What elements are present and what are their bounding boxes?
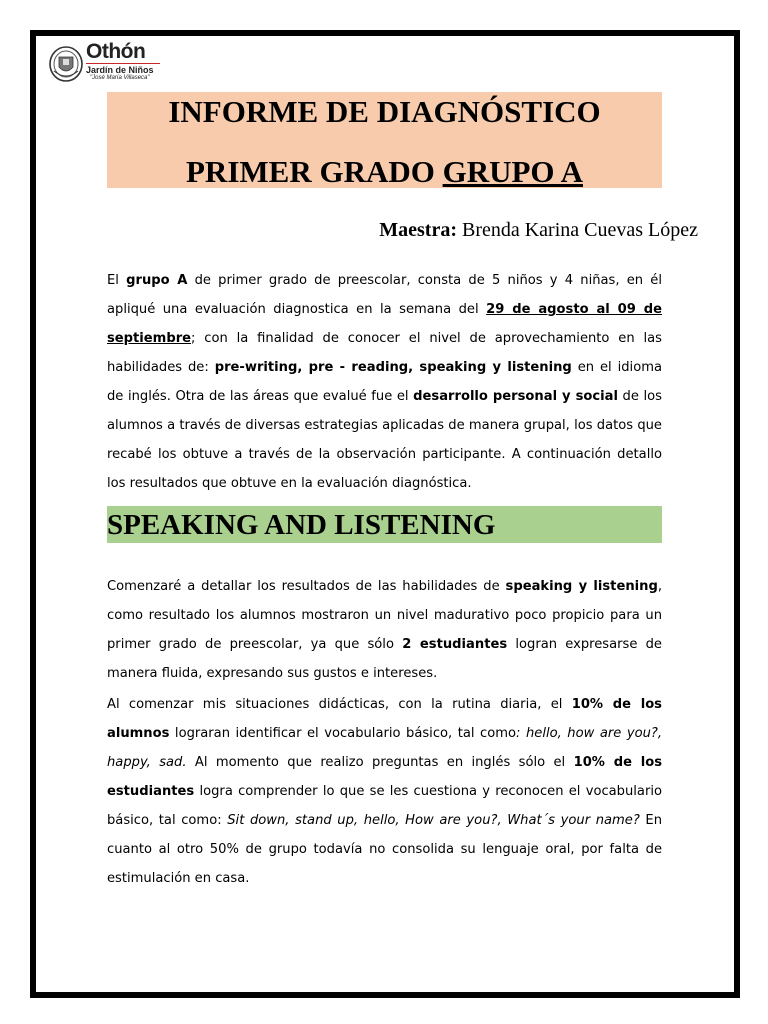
bold-run: pre-writing, pre - reading, speaking y listening — [214, 360, 572, 375]
report-title-box — [107, 92, 662, 188]
date-range: 29 de agosto al 09 de septiembre — [107, 302, 662, 346]
bold-run: desarrollo personal y social — [413, 389, 618, 404]
page-frame — [30, 30, 740, 998]
logo-tagline: "José María Villaseca" — [90, 75, 150, 81]
school-logo — [48, 41, 168, 85]
report-title-line1: INFORME DE DIAGNÓSTICO — [168, 94, 601, 129]
text-run: en el idioma de inglés. Otra de las áreas que evalué fue el — [107, 360, 662, 404]
speaking-paragraph-1 — [107, 572, 662, 688]
text-run: ; con la finalidad de conocer el nivel de aprovechamiento en las habilidades de: — [107, 331, 662, 375]
bold-run: 10% de los alumnos — [107, 697, 662, 741]
report-title-line2 — [107, 153, 662, 191]
text-run: de los alumnos a través de diversas estrategias aplicadas de manera grupal, los datos que recabé los obtuve a través de la observación participante. A continuación detallo los resultados que obtuve en la evaluación diagnóstica. — [107, 389, 662, 491]
logo-subtitle: Jardín de Niños — [86, 63, 160, 75]
text-run: , como resultado los alumnos mostraron un nivel madurativo poco propicio para un primer grado de preescolar, ya que sólo — [107, 579, 662, 652]
section-heading: SPEAKING AND LISTENING — [107, 509, 496, 541]
text-run: logra comprender lo que se les cuestiona y reconocen el vocabulario básico, tal como: — [107, 784, 662, 828]
text-run: En cuanto al otro 50% de grupo todavía no consolida su lenguaje oral, por falta de estimulación en casa. — [107, 813, 662, 886]
text-run: de primer grado de preescolar, consta de 5 niños y 4 niñas, en él apliqué una evaluación diagnostica en la semana del — [107, 273, 662, 317]
text-run: lograran identificar el vocabulario básico, tal como — [169, 726, 517, 741]
text-run: El — [107, 273, 127, 288]
teacher-name: Brenda Karina Cuevas López — [456, 219, 698, 241]
logo-text — [86, 41, 160, 82]
title-grade: PRIMER GRADO — [186, 154, 443, 189]
bold-run: speaking y listening — [505, 579, 658, 594]
teacher-line — [379, 219, 698, 242]
logo-name: Othón — [86, 40, 146, 63]
section-heading-box — [107, 506, 662, 543]
intro-paragraph — [107, 266, 662, 498]
text-run: Comenzaré a detallar los resultados de las habilidades de — [107, 579, 506, 594]
text-run: Al momento que realizo preguntas en inglés sólo el — [186, 755, 574, 770]
bold-run: 2 estudiantes — [402, 637, 508, 652]
bold-run: grupo A — [126, 273, 188, 288]
school-seal-icon — [48, 45, 84, 83]
title-group: GRUPO A — [442, 154, 583, 189]
text-run: Al comenzar mis situaciones didácticas, con la rutina diaria, el — [107, 697, 572, 712]
bold-run: 10% de los estudiantes — [107, 755, 662, 799]
speaking-paragraph-2 — [107, 690, 662, 893]
italic-run: : hello, how are you?, happy, sad. — [107, 726, 663, 770]
text-run: logran expresarse de manera fluida, expresando sus gustos e intereses. — [107, 637, 662, 681]
italic-run: Sit down, stand up, hello, How are you?, What´s your name? — [227, 813, 640, 828]
teacher-label: Maestra: — [379, 219, 457, 241]
